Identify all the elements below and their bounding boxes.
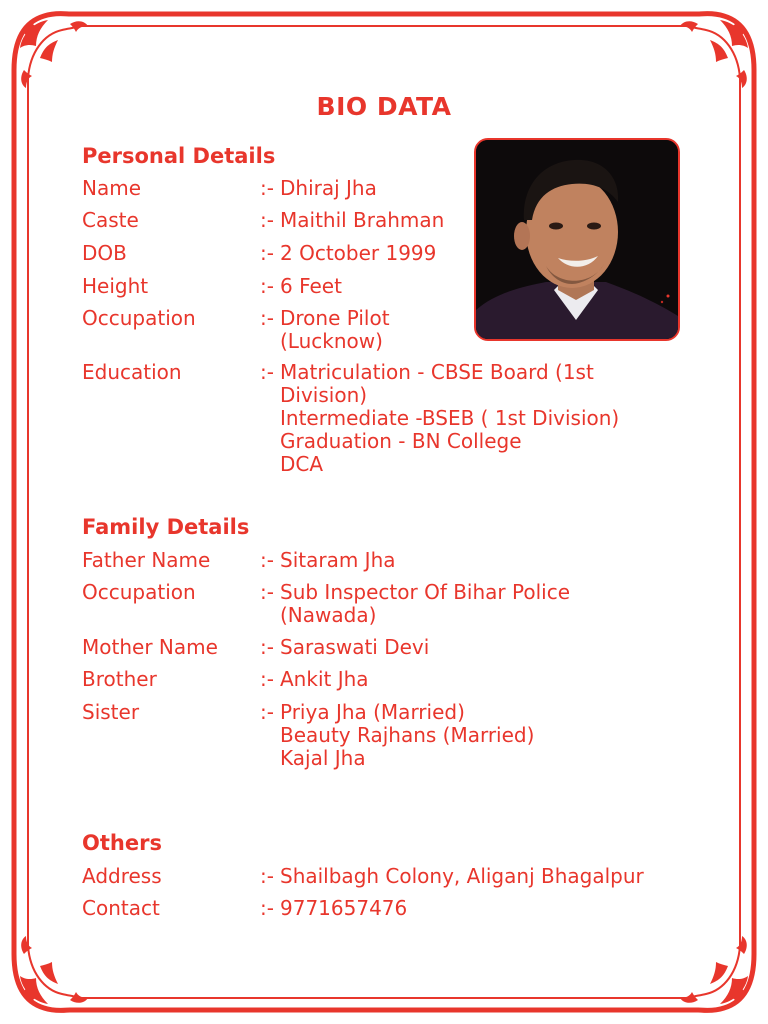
field-value-line: Shailbagh Colony, Aliganj Bhagalpur xyxy=(280,864,644,888)
field-separator: :- xyxy=(260,274,274,298)
page-title: BIO DATA xyxy=(316,92,452,121)
field-label: Occupation xyxy=(82,306,196,330)
field-label: Contact xyxy=(82,896,160,920)
field-value-line: Ankit Jha xyxy=(280,667,369,691)
field-label: Sister xyxy=(82,700,140,724)
field-value-line: 2 October 1999 xyxy=(280,241,437,265)
field-value-line: Priya Jha (Married) xyxy=(280,700,465,724)
field-label: Father Name xyxy=(82,548,211,572)
field-separator: :- xyxy=(260,700,274,724)
field-value-line: Matriculation - CBSE Board (1st xyxy=(280,360,594,384)
field-value-line: Saraswati Devi xyxy=(280,635,430,659)
field-value-line: Kajal Jha xyxy=(280,746,366,770)
field-label: Height xyxy=(82,274,149,298)
field-value-line: Division) xyxy=(280,383,368,407)
field-value-line: (Nawada) xyxy=(280,603,377,627)
field-value-line: Sub Inspector Of Bihar Police xyxy=(280,580,570,604)
field-separator: :- xyxy=(260,580,274,604)
field-value xyxy=(280,275,680,298)
field-value-line: Sitaram Jha xyxy=(280,548,396,572)
field-label: Address xyxy=(82,864,162,888)
field-separator: :- xyxy=(260,635,274,659)
corner-ornament-top-right xyxy=(680,14,754,89)
field-value-line: DCA xyxy=(280,452,324,476)
field-separator: :- xyxy=(260,306,274,330)
field-value xyxy=(280,581,680,627)
field-value xyxy=(280,361,680,476)
others-heading: Others xyxy=(82,831,162,855)
field-value xyxy=(280,701,680,770)
field-separator: :- xyxy=(260,360,274,384)
field-value-line: Dhiraj Jha xyxy=(280,176,377,200)
field-value xyxy=(280,897,680,920)
field-separator: :- xyxy=(260,667,274,691)
field-value xyxy=(280,307,680,353)
field-value-line: Beauty Rajhans (Married) xyxy=(280,723,535,747)
field-value-line: Graduation - BN College xyxy=(280,429,522,453)
field-label: Brother xyxy=(82,667,157,691)
field-value-line: (Lucknow) xyxy=(280,329,383,353)
field-label: Caste xyxy=(82,208,139,232)
field-separator: :- xyxy=(260,548,274,572)
field-label: DOB xyxy=(82,241,127,265)
field-value xyxy=(280,209,680,232)
field-value xyxy=(280,242,680,265)
field-value-line: 9771657476 xyxy=(280,896,408,920)
corner-ornament-bottom-left xyxy=(14,936,88,1011)
field-value-line: Drone Pilot xyxy=(280,306,390,330)
field-separator: :- xyxy=(260,241,274,265)
field-label: Occupation xyxy=(82,580,196,604)
field-separator: :- xyxy=(260,864,274,888)
field-separator: :- xyxy=(260,896,274,920)
field-value-line: Intermediate -BSEB ( 1st Division) xyxy=(280,406,620,430)
field-label: Name xyxy=(82,176,142,200)
corner-ornament-bottom-right xyxy=(680,936,754,1011)
field-value-line: Maithil Brahman xyxy=(280,208,445,232)
field-value xyxy=(280,177,680,200)
field-value xyxy=(280,668,680,691)
field-value xyxy=(280,636,680,659)
field-value xyxy=(280,865,680,888)
field-label: Education xyxy=(82,360,182,384)
personal-details-heading: Personal Details xyxy=(82,144,276,168)
field-separator: :- xyxy=(260,208,274,232)
field-separator: :- xyxy=(260,176,274,200)
field-label: Mother Name xyxy=(82,635,218,659)
corner-ornament-top-left xyxy=(14,14,88,89)
field-value-line: 6 Feet xyxy=(280,274,342,298)
field-value xyxy=(280,549,680,572)
family-details-heading: Family Details xyxy=(82,515,250,539)
